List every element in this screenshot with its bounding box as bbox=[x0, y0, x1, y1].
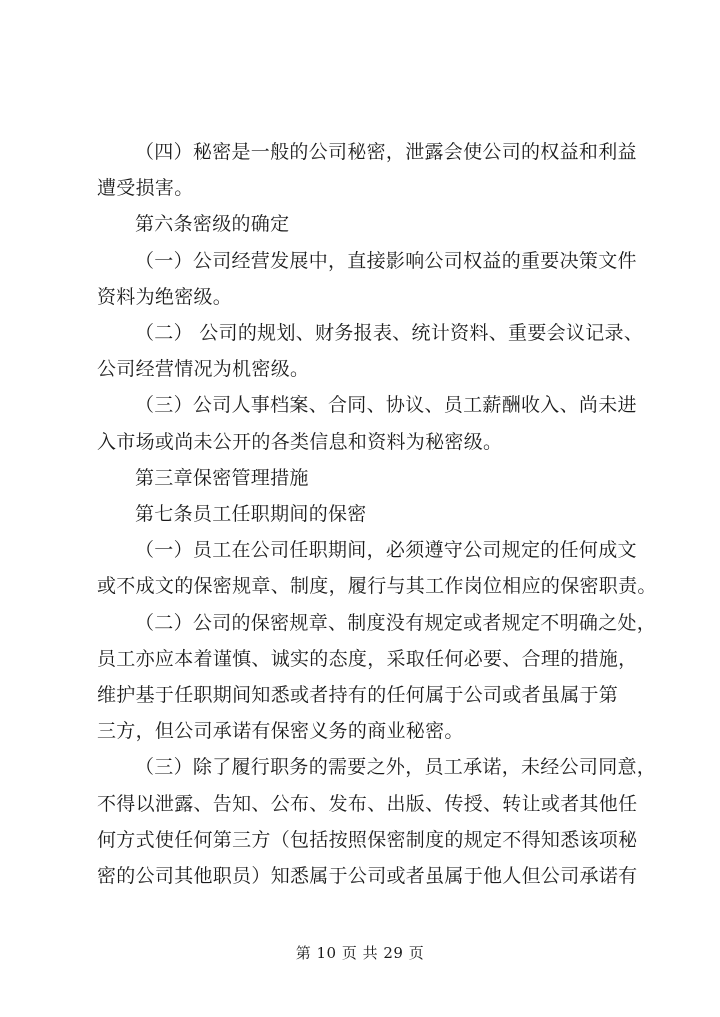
text-line: 密的公司其他职员）知悉属于公司或者虽属于他人但公司承诺有 bbox=[97, 865, 638, 888]
text-line: 入市场或尚未公开的各类信息和资料为秘密级。 bbox=[97, 430, 503, 453]
text-line: （二） 公司的规划、财务报表、统计资料、重要会议记录、 bbox=[135, 322, 644, 345]
section-heading: 第六条密级的确定 bbox=[135, 213, 290, 236]
text-line: 公司经营情况为机密级。 bbox=[97, 358, 310, 381]
text-line: 员工亦应本着谨慎、诚实的态度，采取任何必要、合理的措施， bbox=[97, 647, 638, 670]
text-line: （三）公司人事档案、合同、协议、员工薪酬收入、尚未进 bbox=[135, 394, 637, 417]
text-line: （四）秘密是一般的公司秘密，泄露会使公司的权益和利益 bbox=[135, 141, 637, 163]
text-line: （三）除了履行职务的需要之外，员工承诺，未经公司同意， bbox=[135, 756, 657, 779]
text-line: 三方，但公司承诺有保密义务的商业秘密。 bbox=[97, 720, 464, 743]
text-line: 不得以泄露、告知、公布、发布、出版、传授、转让或者其他任 bbox=[97, 792, 638, 815]
document-body bbox=[97, 134, 657, 894]
text-line: 资料为绝密级。 bbox=[97, 285, 233, 308]
text-line: （一）公司经营发展中，直接影响公司权益的重要决策文件 bbox=[135, 249, 637, 272]
text-line: 维护基于任职期间知悉或者持有的任何属于公司或者虽属于第 bbox=[97, 684, 619, 707]
text-line: 或不成文的保密规章、制度，履行与其工作岗位相应的保密职责。 bbox=[97, 575, 657, 598]
page-number-footer: 第 10 页 共 29 页 bbox=[295, 944, 425, 962]
body-text bbox=[97, 134, 657, 894]
text-line: （一）员工在公司任职期间，必须遵守公司规定的任何成文 bbox=[135, 539, 637, 562]
section-heading: 第七条员工任职期间的保密 bbox=[135, 503, 367, 526]
chapter-heading: 第三章保密管理措施 bbox=[135, 466, 309, 489]
text-line: 何方式使任何第三方（包括按照保密制度的规定不得知悉该项秘 bbox=[97, 828, 638, 851]
text-line: 遭受损害。 bbox=[97, 177, 194, 200]
text-line: （二）公司的保密规章、制度没有规定或者规定不明确之处， bbox=[135, 611, 657, 634]
